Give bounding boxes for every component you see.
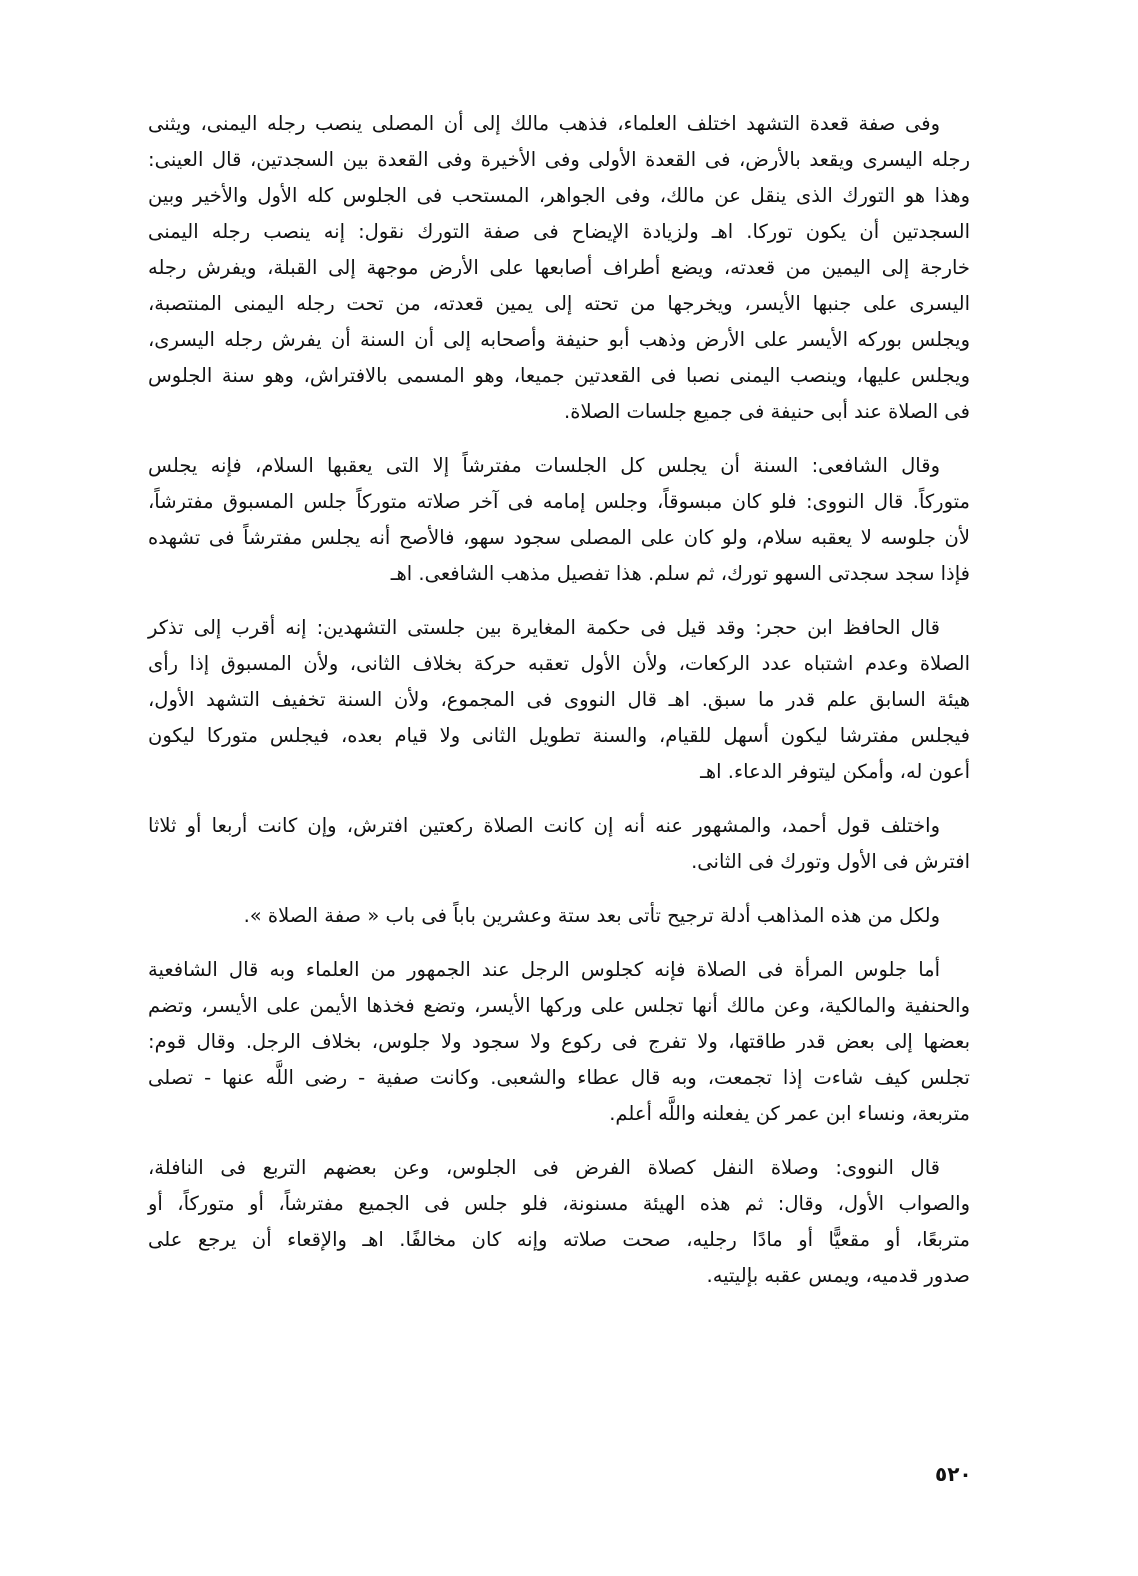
- paragraph: [148, 106, 970, 430]
- text-line: وقال الشافعى: السنة أن يجلس كل الجلسات مفترشاً إلا التى يعقبها السلام، فإنه يجلس: [148, 454, 940, 477]
- paragraph: [148, 808, 970, 880]
- paragraph: [148, 448, 970, 592]
- text-line: الصلاة وعدم اشتباه عدد الركعات، ولأن الأول تعقبه حركة بخلاف الثانى، ولأن المسبوق إذا رأى: [148, 652, 970, 675]
- text-line: ولكل من هذه المذاهب أدلة ترجيح تأتى بعد ستة وعشرين باباً فى باب « صفة الصلاة ».: [243, 904, 940, 927]
- text-line: تجلس كيف شاءت إذا تجمعت، وبه قال عطاء والشعبى. وكانت صفية - رضى اللَّه عنها - تصلى: [148, 1066, 970, 1089]
- text-line: فى الصلاة عند أبى حنيفة فى جميع جلسات الصلاة.: [564, 400, 970, 423]
- text-line: افترش فى الأول وتورك فى الثانى.: [691, 850, 970, 873]
- text-line: ويجلس عليها، وينصب اليمنى نصبا فى القعدتين جميعا، وهو المسمى بالافتراش، وهو سنة الجلوس: [148, 364, 970, 387]
- text-line: رجله اليسرى ويقعد بالأرض، فى القعدة الأولى وفى الأخيرة وفى القعدة بين السجدتين، قال العينى:: [148, 148, 970, 171]
- text-line: وفى صفة قعدة التشهد اختلف العلماء، فذهب مالك إلى أن المصلى ينصب رجله اليمنى، ويثنى: [148, 112, 940, 135]
- text-line: متربعة، ونساء ابن عمر كن يفعلنه واللَّه أعلم.: [609, 1102, 970, 1125]
- paragraph: [148, 1150, 970, 1294]
- text-line: أعون له، وأمكن ليتوفر الدعاء. اهـ: [700, 760, 970, 783]
- text-line: واختلف قول أحمد، والمشهور عنه أنه إن كانت الصلاة ركعتين افترش، وإن كانت أربعا أو ثلاثا: [148, 814, 940, 837]
- text-line: السجدتين أن يكون توركا. اهـ ولزيادة الإيضاح فى صفة التورك نقول: إنه ينصب رجله اليمنى: [148, 220, 970, 243]
- text-line: فإذا سجد سجدتى السهو تورك، ثم سلم. هذا تفصيل مذهب الشافعى. اهـ: [390, 562, 970, 585]
- text-line: خارجة إلى اليمين من قعدته، ويضع أطراف أصابعها على الأرض موجهة إلى القبلة، ويفرش رجله: [148, 256, 970, 279]
- paragraph: [148, 898, 970, 934]
- text-line: أما جلوس المرأة فى الصلاة فإنه كجلوس الرجل عند الجمهور من العلماء وبه قال الشافعية: [148, 958, 940, 981]
- text-line: والصواب الأول، وقال: ثم هذه الهيئة مسنونة، فلو جلس فى الجميع مفترشاً، أو متوركاً، أو: [148, 1192, 970, 1215]
- text-line: هيئة السابق علم قدر ما سبق. اهـ قال النووى فى المجموع، ولأن السنة تخفيف التشهد الأول،: [148, 688, 970, 711]
- text-line: بعضها إلى بعض قدر طاقتها، ولا تفرج فى ركوع ولا سجود ولا جلوس، بخلاف الرجل. وقال قوم:: [148, 1030, 970, 1053]
- page-number: ٥٢٠: [935, 1462, 972, 1486]
- text-line: لأن جلوسه لا يعقبه سلام، ولو كان على المصلى سجود سهو، فالأصح أنه يجلس مفترشاً فى تشهده: [148, 526, 970, 549]
- paragraph: [148, 610, 970, 790]
- paragraph: [148, 952, 970, 1132]
- text-line: متربعًا، أو مقعيًّا أو مادًا رجليه، صحت صلاته وإنه كان مخالفًا. اهـ والإقعاء أن يرجع على: [148, 1228, 970, 1251]
- text-line: اليسرى على جنبها الأيسر، ويخرجها من تحته إلى يمين قعدته، من تحت رجله اليمنى المنتصبة،: [148, 292, 970, 315]
- text-line: والحنفية والمالكية، وعن مالك أنها تجلس على وركها الأيسر، وتضع فخذها الأيمن على الأيسر، وتضم: [148, 994, 970, 1017]
- text-line: ويجلس بوركه الأيسر على الأرض وذهب أبو حنيفة وأصحابه إلى أن السنة أن يفرش رجله اليسرى،: [148, 328, 970, 351]
- text-line: قال النووى: وصلاة النفل كصلاة الفرض فى الجلوس، وعن بعضهم التربع فى النافلة،: [148, 1156, 940, 1179]
- text-line: قال الحافظ ابن حجر: وقد قيل فى حكمة المغايرة بين جلستى التشهدين: إنه أقرب إلى تذكر: [148, 616, 940, 639]
- text-line: فيجلس مفترشا ليكون أسهل للقيام، والسنة تطويل الثانى ولا قيام بعده، فيجلس متوركا ليكون: [148, 724, 970, 747]
- text-line: وهذا هو التورك الذى ينقل عن مالك، وفى الجواهر، المستحب فى الجلوس كله الأول والأخير وبين: [148, 184, 970, 207]
- text-line: متوركاً. قال النووى: فلو كان مبسوقاً، وجلس إمامه فى آخر صلاته متوركاً جلس المسبوق مفترشاً،: [148, 490, 970, 513]
- document-body: [148, 106, 970, 1312]
- text-line: صدور قدميه، ويمس عقبه بإليتيه.: [706, 1264, 970, 1287]
